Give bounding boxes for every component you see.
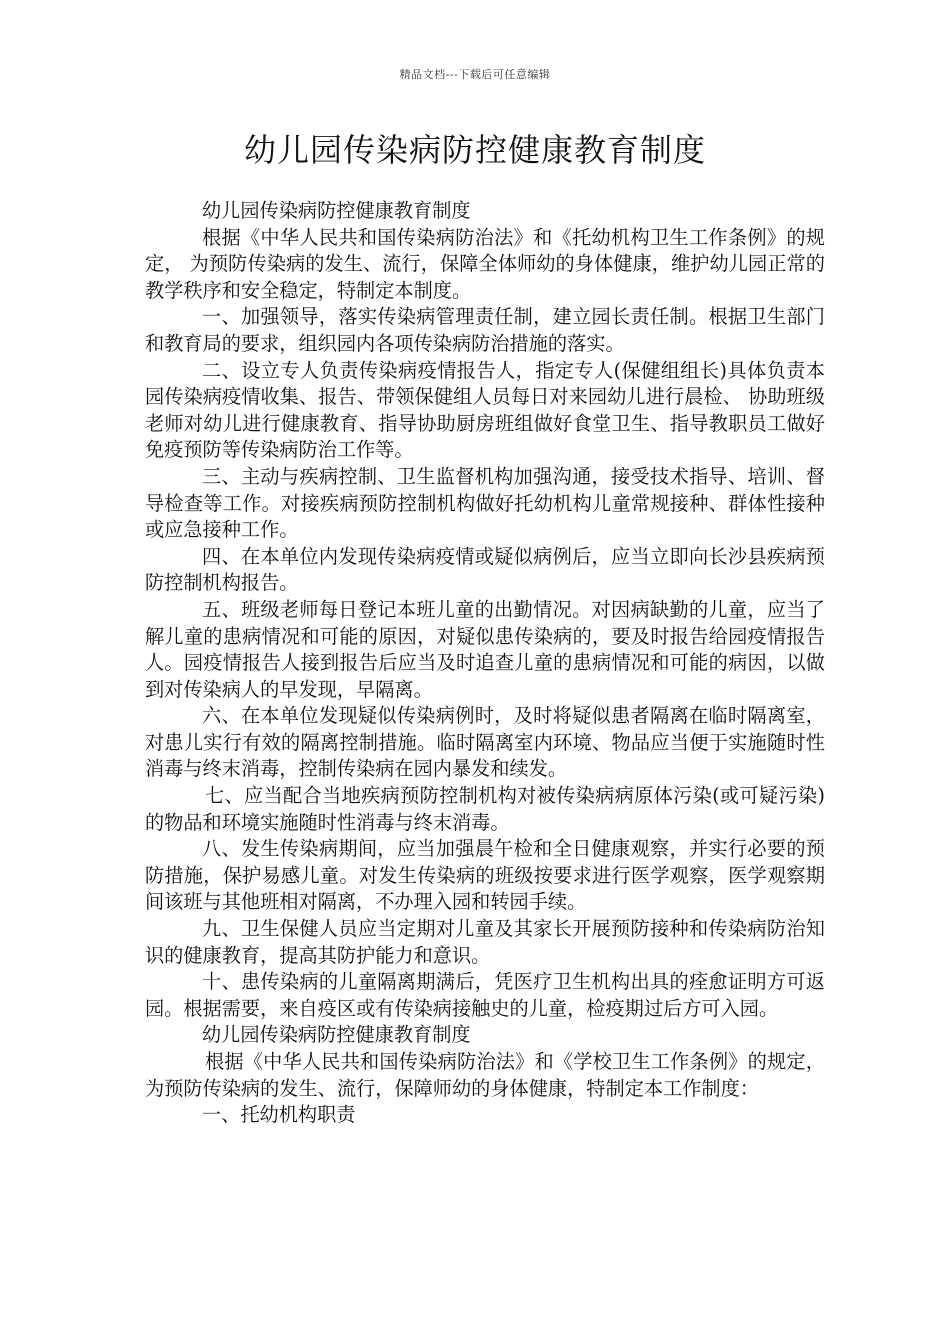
document-title: 幼儿园传染病防控健康教育制度 <box>243 131 706 169</box>
paragraph-subtitle: 幼儿园传染病防控健康教育制度 <box>202 199 471 222</box>
paragraph-item-1: 一、加强领导，落实传染病管理责任制，建立园长责任制。根据卫生部门和教育局的要求，组织园内各项传染病防治措施的落实。 <box>145 305 825 355</box>
paragraph-intro-2: 根据《中华人民共和国传染病防治法》和《学校卫生工作条例》的规定，为预防传染病的发生、流行，保障师幼的身体健康，特制定本工作制度： <box>145 1050 825 1100</box>
paragraph-item-8: 八、发生传染病期间，应当加强晨午检和全日健康观察，并实行必要的预防措施，保护易感儿童。对发生传染病的班级按要求进行医学观察，医学观察期间该班与其他班相对隔离，不办理入园和转园手续。 <box>145 837 825 914</box>
paragraph-item-10: 十、患传染病的儿童隔离期满后，凭医疗卫生机构出具的痊愈证明方可返园。根据需要，来自疫区或有传染病接触史的儿童，检疫期过后方可入园。 <box>145 970 825 1020</box>
paragraph-item-2: 二、设立专人负责传染病疫情报告人，指定专人(保健组组长)具体负责本园传染病疫情收集、报告、带领保健组人员每日对来园幼儿进行晨检、 协助班级老师对幼儿进行健康教育、指导协助厨房班组做好食堂卫生、指导教职员工做好免疫预防等传染病防治工作等。 <box>145 358 825 462</box>
header-note: 精品文档---下载后可任意编辑 <box>399 68 551 81</box>
paragraph-intro: 根据《中华人民共和国传染病防治法》和《托幼机构卫生工作条例》的规定， 为预防传染病的发生、流行，保障全体师幼的身体健康，维护幼儿园正常的教学秩序和安全稳定，特制定本制度。 <box>145 225 825 302</box>
document-body <box>145 198 825 1129</box>
paragraph-item-4: 四、在本单位内发现传染病疫情或疑似病例后，应当立即向长沙县疾病预防控制机构报告。 <box>145 544 825 595</box>
paragraph-item-7: 七、应当配合当地疾病预防控制机构对被传染病病原体污染(或可疑污染) 的物品和环境实施随时性消毒与终末消毒。 <box>145 784 825 834</box>
paragraph-item-3: 三、主动与疾病控制、卫生监督机构加强沟通，接受技术指导、培训、督导检查等工作。对接疾病预防控制机构做好托幼机构儿童常规接种、群体性接种或应急接种工作。 <box>145 464 825 542</box>
paragraph-item-6: 六、在本单位发现疑似传染病例时，及时将疑似患者隔离在临时隔离室，对患儿实行有效的隔离控制措施。临时隔离室内环境、物品应当便于实施随时性消毒与终末消毒，控制传染病在园内暴发和续发。 <box>145 704 825 781</box>
paragraph-item-9: 九、卫生保健人员应当定期对儿童及其家长开展预防接种和传染病防治知识的健康教育，提高其防护能力和意识。 <box>145 917 825 967</box>
paragraph-subtitle-2: 幼儿园传染病防控健康教育制度 <box>202 1023 471 1047</box>
paragraph-item-5: 五、班级老师每日登记本班儿童的出勤情况。对因病缺勤的儿童，应当了解儿童的患病情况和可能的原因，对疑似患传染病的，要及时报告给园疫情报告人。园疫情报告人接到报告后应当及时追查儿童的患病情况和可能的病因，以做到对传染病人的早发现，早隔离。 <box>145 597 825 701</box>
paragraph-section-heading: 一、托幼机构职责 <box>202 1103 356 1127</box>
